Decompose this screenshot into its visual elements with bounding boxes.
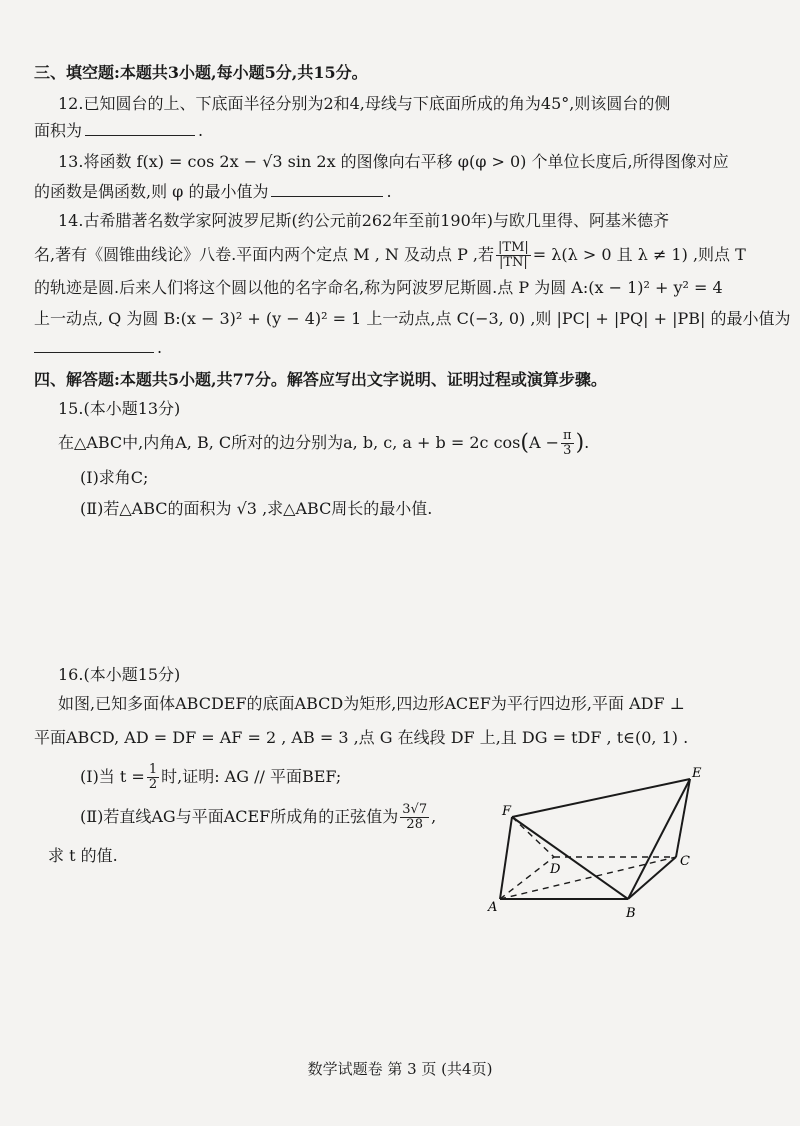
q12-line1: 12.已知圆台的上、下底面半径分别为2和4,母线与下底面所成的角为45°,则该圆台的侧 bbox=[58, 94, 671, 113]
q13-prefix: 的函数是偶函数,则 φ 的最小值为 bbox=[34, 182, 269, 201]
q15-pi-num: π bbox=[563, 428, 572, 443]
q16-sine-den: 28 bbox=[406, 817, 423, 832]
q14-line1: 14.古希腊著名数学家阿波罗尼斯(约公元前262年至前190年)与欧几里得、阿基米德齐 bbox=[58, 211, 670, 230]
label-E: E bbox=[692, 766, 702, 781]
q16-half-num: 1 bbox=[148, 762, 158, 777]
q16-sine-fraction bbox=[400, 803, 429, 832]
section3-header: 三、填空题:本题共3小题,每小题5分,共15分。 bbox=[34, 63, 368, 82]
q16-sine-num: 3√7 bbox=[402, 802, 428, 817]
q14-frac-num: |TM| bbox=[498, 240, 529, 255]
edge-FE bbox=[512, 779, 690, 817]
q16-stem2: 平面ABCD, AD = DF = AF = 2 , AB = 3 ,点 G 在线段 DF 上,且 DG = tDF , t∈(0, 1) . bbox=[34, 728, 689, 747]
q12-prefix: 面积为 bbox=[34, 121, 83, 140]
q15-close-paren: ) bbox=[575, 430, 585, 456]
q14-line5 bbox=[34, 336, 162, 359]
q16-half-den: 2 bbox=[148, 777, 158, 792]
q14-line2-suffix: = λ(λ > 0 且 λ ≠ 1) ,则点 T bbox=[532, 245, 746, 264]
q15-stem-suffix: . bbox=[584, 433, 590, 452]
q14-line2-prefix: 名,著有《圆锥曲线论》八卷.平面内两个定点 M , N 及动点 P ,若 bbox=[34, 245, 495, 264]
q16-part2-line2: 求 t 的值. bbox=[48, 846, 118, 865]
q14-line2 bbox=[34, 240, 746, 270]
edge-FA bbox=[500, 817, 512, 899]
q13-suffix: . bbox=[386, 182, 392, 201]
q14-line3: 的轨迹是圆.后来人们将这个圆以他的名字命名,称为阿波罗尼斯圆.点 P 为圆 A:(x − 1)² + y² = 4 bbox=[34, 278, 723, 297]
q15-stem-prefix: 在△ABC中,内角A, B, C所对的边分别为a, b, c, a + b = 2c cos bbox=[58, 433, 521, 452]
q14-answer-blank[interactable] bbox=[34, 336, 154, 353]
q13-line2 bbox=[34, 180, 392, 203]
q16-title: 16.(本小题15分) bbox=[58, 665, 181, 684]
q15-open-paren: ( bbox=[520, 430, 529, 456]
q15-inner: A − bbox=[528, 433, 560, 452]
q12-suffix: . bbox=[198, 121, 204, 140]
polyhedron-figure bbox=[480, 765, 720, 925]
edge-FB bbox=[512, 817, 628, 899]
label-B: B bbox=[626, 906, 636, 921]
q12-answer-blank[interactable] bbox=[85, 119, 195, 136]
q14-line4: 上一动点, Q 为圆 B:(x − 3)² + (y − 4)² = 1 上一动点,点 C(−3, 0) ,则 |PC| + |PQ| + |PB| 的最小值为 bbox=[34, 309, 791, 328]
q14-suffix: . bbox=[157, 338, 163, 357]
label-D: D bbox=[550, 862, 561, 877]
q16-part2-prefix: (Ⅱ)若直线AG与平面ACEF所成角的正弦值为 bbox=[80, 807, 399, 826]
section4-header: 四、解答题:本题共5小题,共77分。解答应写出文字说明、证明过程或演算步骤。 bbox=[34, 370, 607, 389]
q15-stem bbox=[58, 428, 589, 459]
q15-pi-fraction bbox=[561, 429, 574, 458]
q15-pi-den: 3 bbox=[563, 443, 572, 458]
edge-EB bbox=[628, 779, 690, 899]
label-C: C bbox=[680, 854, 690, 869]
q15-part1: (Ⅰ)求角C; bbox=[80, 468, 149, 487]
label-F: F bbox=[502, 804, 512, 819]
q16-part2 bbox=[80, 800, 436, 834]
q16-part1-suffix: 时,证明: AG // 平面BEF; bbox=[161, 767, 342, 786]
q16-stem1: 如图,已知多面体ABCDEF的底面ABCD为矩形,四边形ACEF为平行四边形,平面 ADF ⊥ bbox=[58, 694, 685, 713]
q15-part2: (Ⅱ)若△ABC的面积为 √3 ,求△ABC周长的最小值. bbox=[80, 499, 433, 518]
page-footer: 数学试题卷 第 3 页 (共4页) bbox=[307, 1060, 493, 1078]
q13-answer-blank[interactable] bbox=[271, 180, 383, 197]
q16-part1-prefix: (Ⅰ)当 t = bbox=[80, 767, 145, 786]
q14-ratio-fraction bbox=[496, 241, 531, 270]
q14-frac-den: |TN| bbox=[498, 255, 528, 270]
edge-FD-hidden bbox=[512, 817, 554, 857]
q15-title: 15.(本小题13分) bbox=[58, 399, 181, 418]
q16-half-fraction bbox=[147, 763, 159, 792]
q13-line1: 13.将函数 f(x) = cos 2x − √3 sin 2x 的图像向右平移 φ(φ > 0) 个单位长度后,所得图像对应 bbox=[58, 152, 729, 171]
q16-part1 bbox=[80, 760, 341, 794]
q16-part2-suffix: , bbox=[431, 807, 437, 826]
q12-line2 bbox=[34, 119, 203, 142]
label-A: A bbox=[488, 900, 498, 915]
